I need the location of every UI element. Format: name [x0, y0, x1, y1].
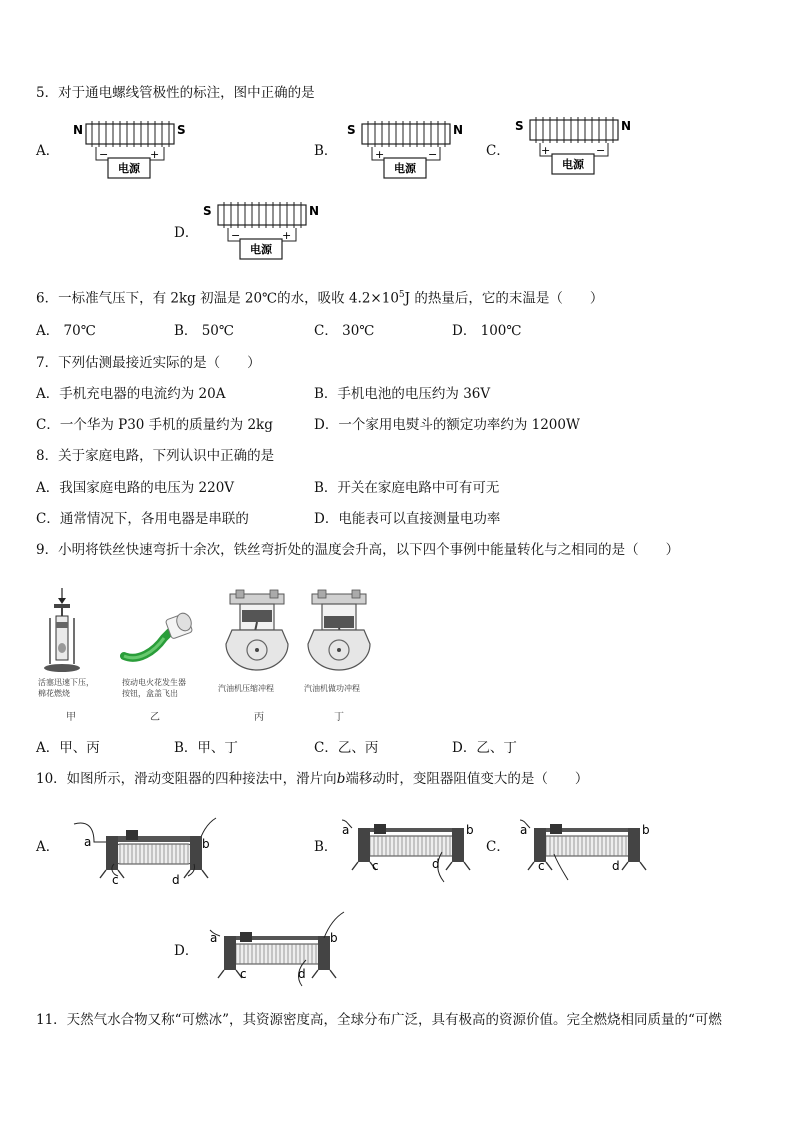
q6-option-d[interactable]: D． 100℃ — [452, 323, 522, 339]
q9-option-a[interactable]: A．甲、丙 — [36, 740, 100, 756]
q10-d-terminal-d: d — [298, 967, 306, 981]
q9-option-d[interactable]: D．乙、丁 — [452, 740, 517, 756]
q9-figure-jia-caption-2: 棉花燃烧 — [38, 689, 70, 698]
q5-b-right-sign: − — [428, 148, 438, 161]
q9-option-b[interactable]: B．甲、丁 — [174, 740, 238, 756]
q10-rheostat-figure-a — [70, 814, 230, 886]
q10-a-terminal-a: a — [84, 835, 92, 849]
q5-option-b-letter[interactable]: B． — [314, 143, 338, 159]
q5-a-left-sign: − — [99, 148, 109, 161]
q9-figure-bing-compression-stroke — [222, 588, 292, 672]
q5-c-left-pole: S — [515, 119, 524, 133]
q5-a-source-label: 电源 — [118, 162, 140, 175]
q10-d-terminal-b: b — [330, 931, 338, 945]
q7-option-c[interactable]: C．一个华为 P30 手机的质量约为 2kg — [36, 417, 273, 433]
q5-d-right-sign: + — [282, 229, 292, 242]
q5-d-left-pole: S — [203, 204, 212, 218]
q10-b-terminal-d: d — [432, 857, 440, 871]
q5-a-right-sign: + — [150, 148, 160, 161]
q10-c-terminal-a: a — [520, 823, 528, 837]
q8-option-c[interactable]: C．通常情况下，各用电器是串联的 — [36, 511, 249, 527]
q6-option-b[interactable]: B． 50℃ — [174, 323, 234, 339]
q5-c-right-sign: − — [596, 144, 606, 157]
q10-c-terminal-b: b — [642, 823, 650, 837]
q8-option-d[interactable]: D．电能表可以直接测量电功率 — [314, 511, 501, 527]
q10-b-terminal-b: b — [466, 823, 474, 837]
q9-figure-yi-caption-2: 按钮，盒盖飞出 — [122, 689, 178, 698]
q5-b-source-label: 电源 — [394, 162, 416, 175]
q5-a-left-pole: N — [73, 123, 84, 137]
q9-figure-bing-label: 丙 — [254, 712, 264, 723]
q10-a-terminal-b: b — [202, 837, 210, 851]
q6-option-c[interactable]: C． 30℃ — [314, 323, 375, 339]
q10-option-d-letter[interactable]: D． — [174, 943, 199, 959]
q9-figure-ding-power-stroke — [304, 588, 374, 672]
question-11-stem: 11．天然气水合物又称“可燃冰”，其资源密度高，全球分布广泛，具有极高的资源价值。完全燃烧相同质量的“可燃 — [36, 1012, 722, 1028]
q10-option-c-letter[interactable]: C． — [486, 839, 510, 855]
q9-figure-jia-caption-1: 活塞迅速下压， — [38, 678, 94, 687]
q10-c-terminal-c: c — [538, 859, 545, 873]
q9-option-c[interactable]: C．乙、丙 — [314, 740, 379, 756]
q5-c-source-label: 电源 — [562, 158, 584, 171]
q5-c-left-sign: + — [541, 144, 551, 157]
q10-option-a-letter[interactable]: A． — [36, 839, 60, 855]
q9-figure-yi-label: 乙 — [150, 712, 160, 723]
q10-b-terminal-c: c — [372, 859, 379, 873]
question-6-stem: 6．一标准气压下，有 2kg 初温是 20℃的水，吸收 $4.2\times 10^5J$ 的热量后，它的末温是（ ） — [36, 290, 604, 307]
q7-option-a[interactable]: A．手机充电器的电流约为 20A — [36, 386, 226, 402]
q5-solenoid-figure-d — [198, 199, 328, 267]
q10-a-terminal-c: c — [112, 873, 119, 886]
q5-solenoid-figure-a — [66, 118, 196, 186]
q5-a-right-pole: S — [177, 123, 186, 137]
q10-rheostat-figure-b — [340, 814, 490, 886]
q9-figure-bing-caption: 汽油机压缩冲程 — [218, 684, 274, 693]
q10-d-terminal-c: c — [240, 967, 247, 981]
q10-option-b-letter[interactable]: B． — [314, 839, 338, 855]
q5-option-a-letter[interactable]: A． — [36, 143, 60, 159]
q9-figure-yi-spark-generator — [118, 608, 198, 666]
q6-option-a[interactable]: A． 70℃ — [36, 323, 96, 339]
q9-figure-jia-label: 甲 — [66, 712, 76, 723]
question-9-stem: 9．小明将铁丝快速弯折十余次，铁丝弯折处的温度会升高，以下四个事例中能量转化与之相同的是（ ） — [36, 542, 680, 558]
q10-c-terminal-d: d — [612, 859, 620, 873]
q5-option-c-letter[interactable]: C． — [486, 143, 510, 159]
q8-option-a[interactable]: A．我国家庭电路的电压为 220V — [36, 480, 235, 496]
question-7-stem: 7．下列估测最接近实际的是（ ） — [36, 355, 261, 371]
q10-d-terminal-a: a — [210, 931, 218, 945]
q5-solenoid-figure-b — [342, 118, 472, 186]
question-5-stem: 5．对于通电螺线管极性的标注，图中正确的是 — [36, 85, 315, 101]
q10-rheostat-figure-d — [206, 908, 356, 988]
q10-a-terminal-d: d — [172, 873, 180, 886]
question-8-stem: 8．关于家庭电路，下列认识中正确的是 — [36, 448, 275, 464]
q7-option-b[interactable]: B．手机电池的电压约为 36V — [314, 386, 491, 402]
q5-solenoid-figure-c — [510, 114, 640, 182]
q8-option-b[interactable]: B．开关在家庭电路中可有可无 — [314, 480, 500, 496]
q5-b-right-pole: N — [453, 123, 464, 137]
q9-figure-ding-caption: 汽油机做功冲程 — [304, 684, 360, 693]
question-10-stem: 10．如图所示，滑动变阻器的四种接法中，滑片向b端移动时，变阻器阻值变大的是（ ） — [36, 771, 589, 787]
q5-b-left-pole: S — [347, 123, 356, 137]
q5-d-left-sign: − — [231, 229, 241, 242]
q5-c-right-pole: N — [621, 119, 632, 133]
q9-figure-yi-caption-1: 按动电火花发生器 — [122, 678, 186, 687]
q5-b-left-sign: + — [375, 148, 385, 161]
q9-figure-ding-label: 丁 — [334, 712, 344, 723]
q5-d-right-pole: N — [309, 204, 320, 218]
q10-b-terminal-a: a — [342, 823, 350, 837]
q7-option-d[interactable]: D．一个家用电熨斗的额定功率约为 1200W — [314, 417, 580, 433]
q5-option-d-letter[interactable]: D． — [174, 225, 199, 241]
q5-d-source-label: 电源 — [250, 243, 272, 256]
q9-figure-jia-syringe — [40, 584, 100, 676]
q10-rheostat-figure-c — [516, 814, 666, 886]
